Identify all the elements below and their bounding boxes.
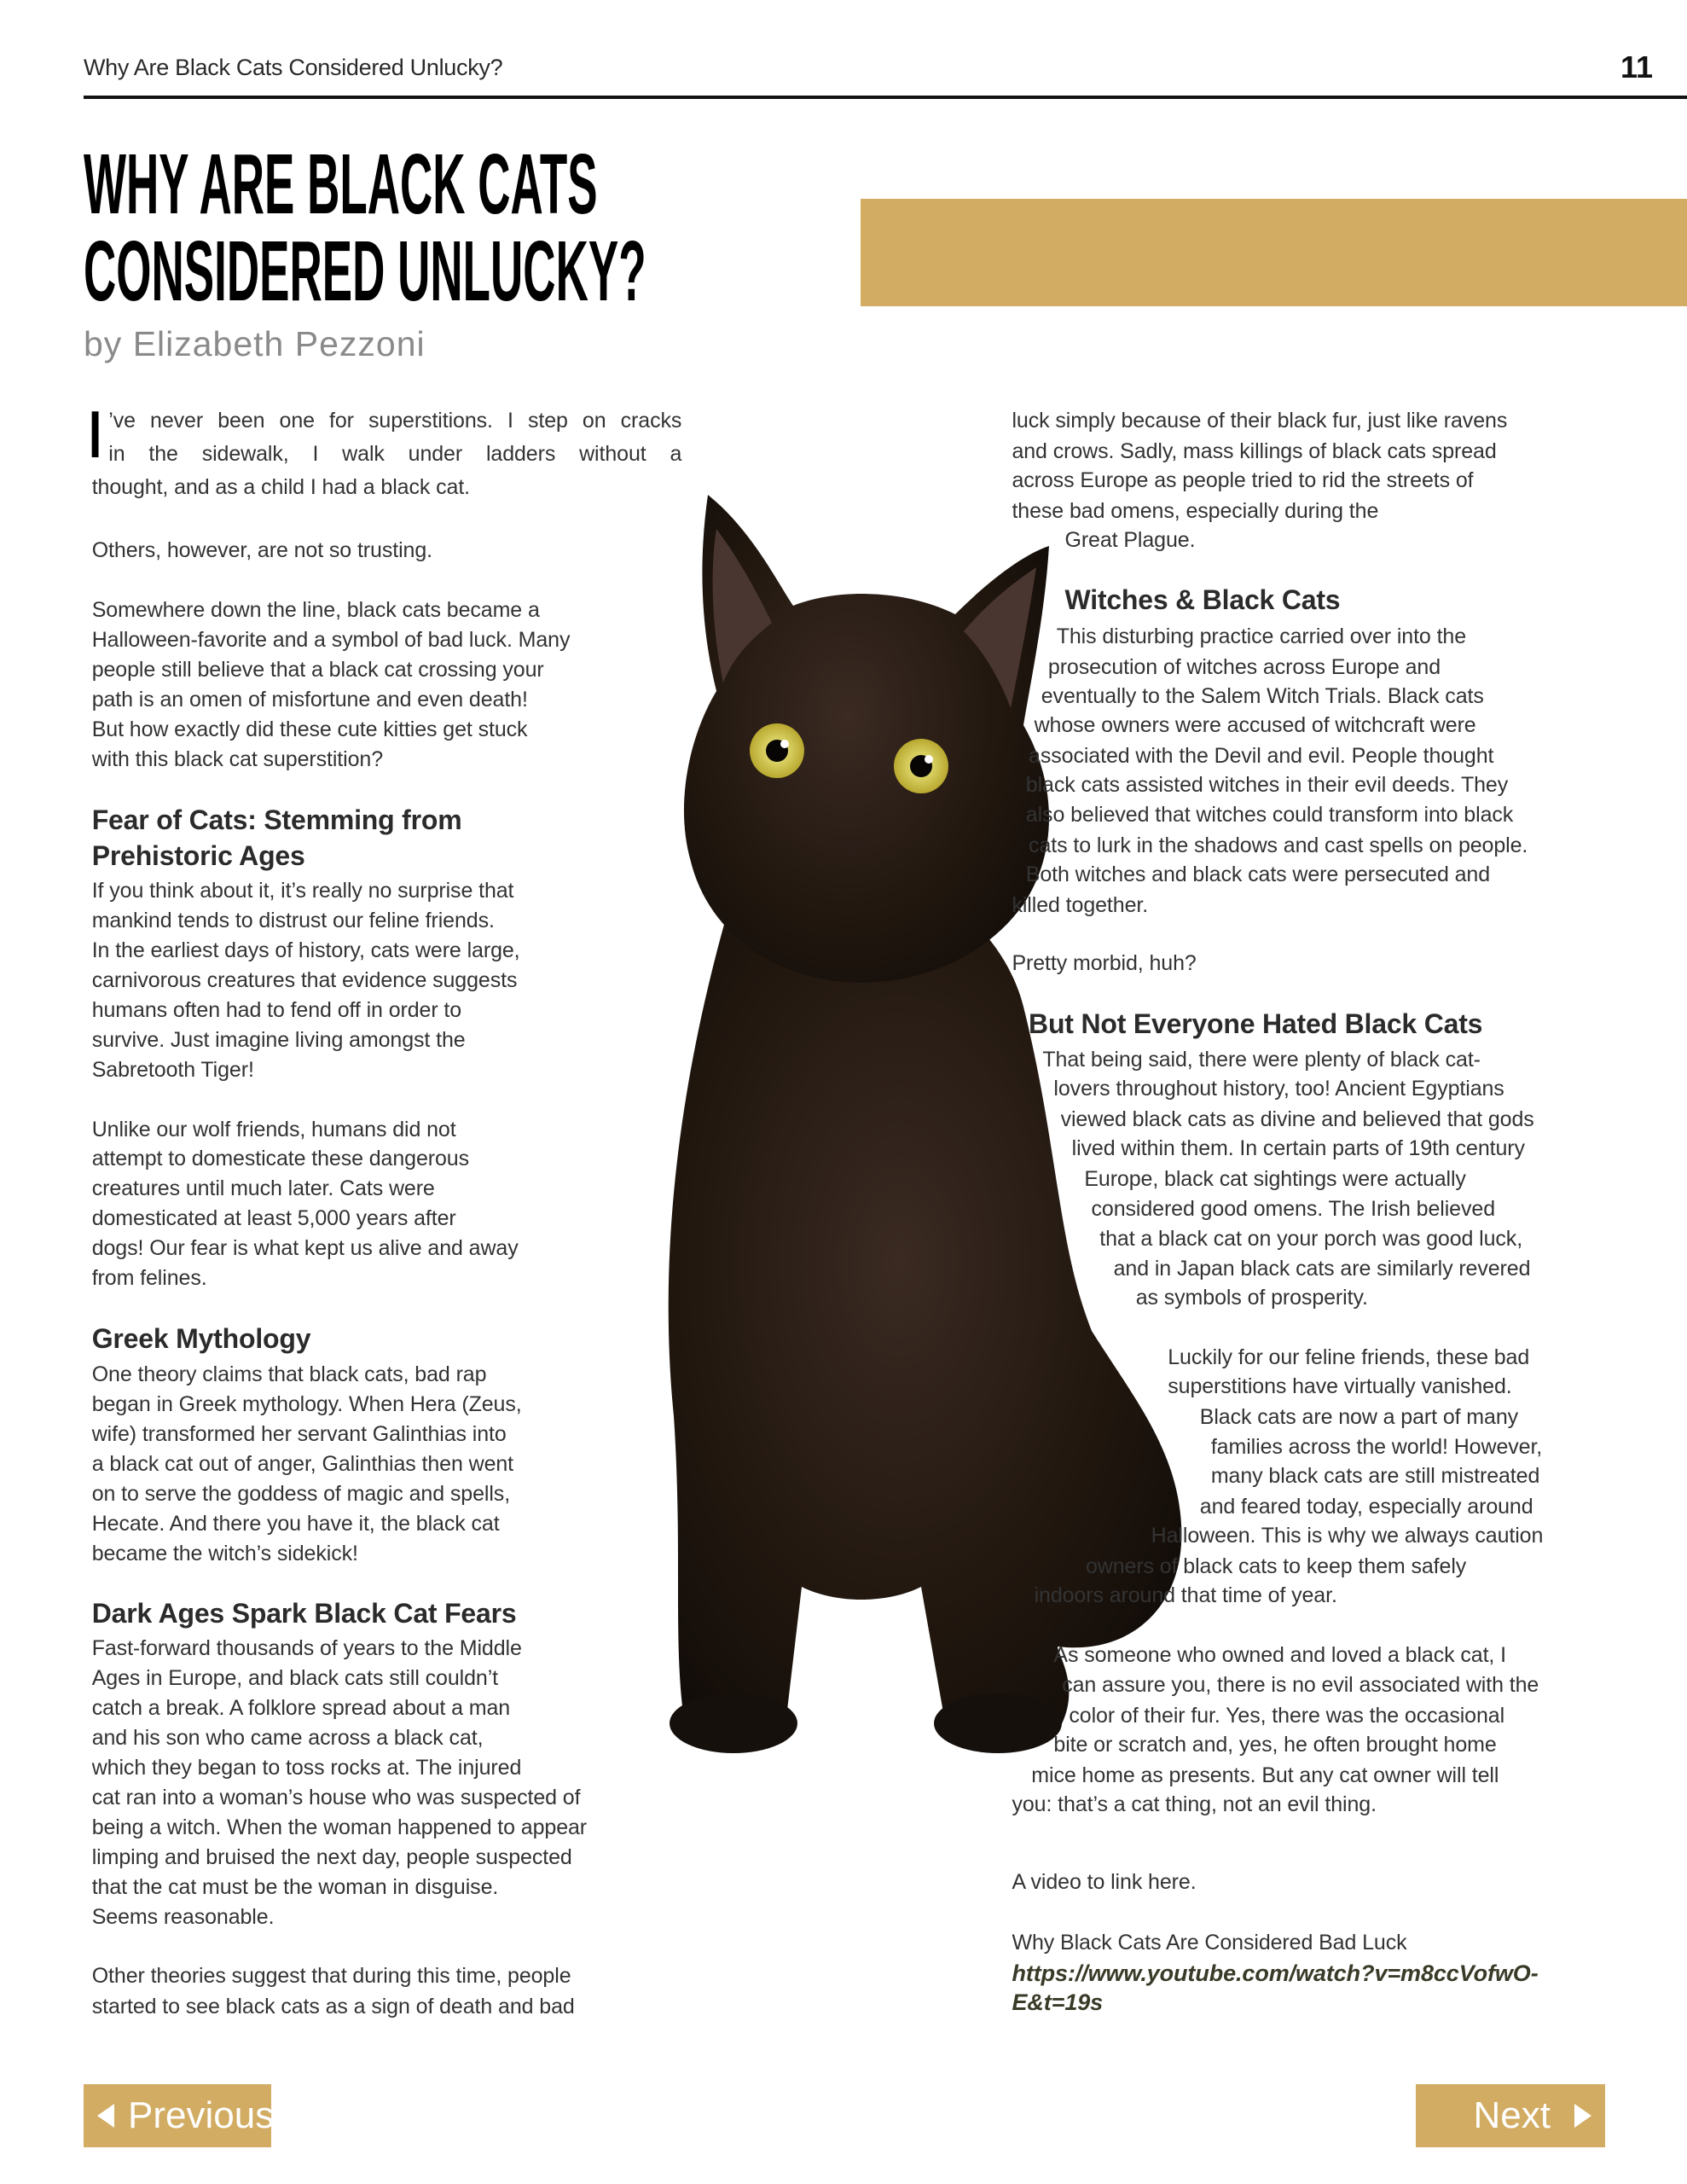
paragraph-line: A video to link here. (1012, 1870, 1197, 1895)
paragraph-line: which they began to toss rocks at. The injured (91, 1755, 522, 1780)
cat-paw-right (934, 1693, 1062, 1753)
paragraph-line: luck simply because of their black fur, just like ravens (1012, 408, 1508, 433)
paragraph-line: families across the world! However, (1210, 1434, 1543, 1459)
section-heading: Prehistoric Ages (91, 839, 305, 871)
paragraph-line: In the earliest days of history, cats were large, (91, 938, 520, 963)
paragraph-line: a black cat out of anger, Galinthias then went (91, 1452, 514, 1477)
paragraph-line: This disturbing practice carried over into the (1056, 624, 1467, 648)
paragraph-line: started to see black cats as a sign of death and bad (91, 1994, 575, 2018)
paragraph-line: whose owners were accused of witchcraft were (1034, 713, 1476, 738)
paragraph-line: and his son who came across a black cat, (91, 1726, 484, 1751)
paragraph-line: ’ve never been one for superstitions. I step on cracks (108, 408, 682, 433)
section-heading: Dark Ages Spark Black Cat Fears (91, 1597, 517, 1629)
paragraph-line: Black cats are now a part of many (1199, 1405, 1519, 1430)
paragraph-line: mice home as presents. But any cat owner will tell (1031, 1763, 1499, 1787)
paragraph-line: with this black cat superstition? (91, 747, 384, 772)
paragraph-line: and in Japan black cats are similarly revered (1113, 1256, 1531, 1281)
paragraph-line: domesticated at least 5,000 years after (91, 1206, 456, 1231)
paragraph-line: Pretty morbid, huh? (1012, 951, 1197, 976)
section-heading: Witches & Black Cats (1064, 584, 1341, 615)
drop-cap: I (89, 397, 102, 472)
paragraph-line: catch a break. A folklore spread about a man (91, 1696, 511, 1721)
paragraph-line: and crows. Sadly, mass killings of black cats spread (1012, 439, 1497, 463)
decorative-gold-bar (861, 199, 1687, 306)
paragraph-line: indoors around that time of year. (1034, 1583, 1337, 1608)
paragraph-line: humans often had to fend off in order to (91, 998, 462, 1023)
previous-label: Previous (128, 2094, 275, 2136)
paragraph-line: survive. Just imagine living amongst the (91, 1028, 466, 1053)
paragraph-line: Hecate. And there you have it, the black cat (91, 1512, 500, 1536)
paragraph-line: Europe, black cat sightings were actually (1084, 1167, 1466, 1192)
paragraph-line: black cats assisted witches in their evil deeds. They (1025, 773, 1509, 798)
triangle-right-icon (1574, 2104, 1591, 2128)
paragraph-line: from felines. (91, 1266, 207, 1291)
paragraph-line: Halloween-favorite and a symbol of bad luck. Many (91, 627, 571, 652)
next-label: Next (1473, 2094, 1551, 2136)
section-heading: Greek Mythology (91, 1323, 311, 1355)
paragraph-line: carnivorous creatures that evidence suggests (91, 968, 518, 993)
paragraph-line: considered good omens. The Irish believed (1091, 1196, 1495, 1221)
paragraph-line: dogs! Our fear is what kept us alive and away (91, 1236, 519, 1261)
video-link[interactable]: https://www.youtube.com/watch?v=m8ccVofwO- (1012, 1960, 1539, 1986)
byline: by Elizabeth Pezzoni (84, 324, 426, 363)
paragraph-line: attempt to domesticate these dangerous (91, 1147, 470, 1171)
paragraph-line: Halloween. This is why we always caution (1151, 1524, 1544, 1548)
previous-button[interactable] (84, 2084, 275, 2147)
paragraph-line: became the witch’s sidekick! (91, 1542, 358, 1566)
paragraph-line: Luckily for our feline friends, these bad (1168, 1345, 1530, 1370)
triangle-left-icon (97, 2104, 114, 2128)
paragraph-line: in the sidewalk, I walk under ladders without a (108, 442, 682, 467)
paragraph-line: cat ran into a woman’s house who was suspected of (91, 1785, 581, 1809)
paragraph-line: mankind tends to distrust our feline friends. (91, 909, 495, 933)
paragraph-line: That being said, there were plenty of black cat- (1042, 1047, 1481, 1072)
paragraph-line: as symbols of prosperity. (1135, 1286, 1368, 1310)
paragraph-line: also believed that witches could transform into black (1025, 802, 1514, 827)
next-button[interactable] (1416, 2084, 1605, 2147)
paragraph-line: If you think about it, it’s really no surprise that (91, 879, 514, 903)
page-number: 11 (1620, 49, 1653, 84)
paragraph-line: path is an omen of misfortune and even death! (91, 688, 528, 712)
paragraph-line: Others, however, are not so trusting. (91, 537, 432, 562)
paragraph-line: Other theories suggest that during this time, people (91, 1963, 571, 1988)
paragraph-line: across Europe as people tried to rid the streets of (1012, 468, 1474, 493)
paragraph-line: creatures until much later. Cats were (91, 1176, 435, 1201)
paragraph-line: being a witch. When the woman happened to appear (91, 1815, 588, 1839)
paragraph-line: people still believe that a black cat crossing your (91, 657, 544, 682)
paragraph-line: on to serve the goddess of magic and spells, (91, 1482, 511, 1507)
paragraph-line: wife) transformed her servant Galinthias into (91, 1421, 507, 1446)
paragraph-line: viewed black cats as divine and believed that gods (1060, 1107, 1534, 1132)
paragraph-line: limping and bruised the next day, people suspected (91, 1844, 572, 1869)
paragraph-line: As someone who owned and loved a black cat, I (1053, 1643, 1506, 1668)
paragraph-line: bite or scratch and, yes, he often brought home (1053, 1732, 1497, 1757)
paragraph-line: owners of black cats to keep them safely (1085, 1554, 1467, 1578)
paragraph-line: you: that’s a cat thing, not an evil thing. (1012, 1792, 1377, 1817)
paragraph-line: these bad omens, especially during the (1012, 498, 1379, 523)
paragraph-line: prosecution of witches across Europe and (1047, 654, 1441, 679)
paragraph-line: color of their fur. Yes, there was the occasional (1069, 1703, 1505, 1728)
paragraph-line: lovers throughout history, too! Ancient Egyptians (1053, 1077, 1504, 1101)
paragraph-line: associated with the Devil and evil. People thought (1029, 744, 1494, 769)
paragraph-line: began in Greek mythology. When Hera (Zeus, (91, 1391, 522, 1416)
paragraph-line: Unlike our wolf friends, humans did not (91, 1117, 456, 1141)
paragraph-line: that a black cat on your porch was good luck, (1099, 1227, 1523, 1252)
paragraph-line: Ages in Europe, and black cats still couldn’t (91, 1666, 499, 1691)
paragraph-line: But how exactly did these cute kitties get stuck (91, 717, 528, 742)
paragraph-line: One theory claims that black cats, bad rap (91, 1362, 487, 1386)
paragraph-line: Why Black Cats Are Considered Bad Luck (1012, 1930, 1407, 1955)
paragraph-line: that the cat must be the woman in disguise. (91, 1874, 499, 1899)
paragraph-line: killed together. (1012, 892, 1149, 917)
paragraph-line: and feared today, especially around (1199, 1494, 1533, 1519)
paragraph-line: Both witches and black cats were persecuted and (1025, 862, 1491, 886)
paragraph-line: can assure you, there is no evil associated with the (1062, 1672, 1539, 1697)
paragraph-line: superstitions have virtually vanished. (1168, 1374, 1512, 1399)
paragraph-line: cats to lurk in the shadows and cast spells on people. (1029, 833, 1528, 857)
paragraph-line: Seems reasonable. (91, 1904, 275, 1929)
section-heading: But Not Everyone Hated Black Cats (1029, 1008, 1483, 1040)
paragraph-line: lived within them. In certain parts of 19th century (1071, 1136, 1525, 1161)
video-link[interactable]: E&t=19s (1012, 1989, 1104, 2015)
running-header-title: Why Are Black Cats Considered Unlucky? (84, 55, 503, 80)
header-rule (84, 96, 1687, 99)
paragraph-line: many black cats are still mistreated (1210, 1463, 1540, 1488)
paragraph-line: Fast-forward thousands of years to the Middle (91, 1636, 522, 1661)
article-title-line-2: CONSIDERED UNLUCKY? (84, 224, 646, 319)
paragraph-line: eventually to the Salem Witch Trials. Black cats (1041, 684, 1484, 708)
paragraph-line: Somewhere down the line, black cats became a (91, 597, 540, 622)
section-heading: Fear of Cats: Stemming from (91, 804, 462, 835)
paragraph-line: Great Plague. (1064, 528, 1196, 553)
cat-paw-left (670, 1693, 797, 1753)
paragraph-line: thought, and as a child I had a black cat. (91, 475, 471, 500)
paragraph-line: Sabretooth Tiger! (91, 1058, 254, 1083)
article-title-line-1: WHY ARE BLACK CATS (84, 136, 598, 232)
